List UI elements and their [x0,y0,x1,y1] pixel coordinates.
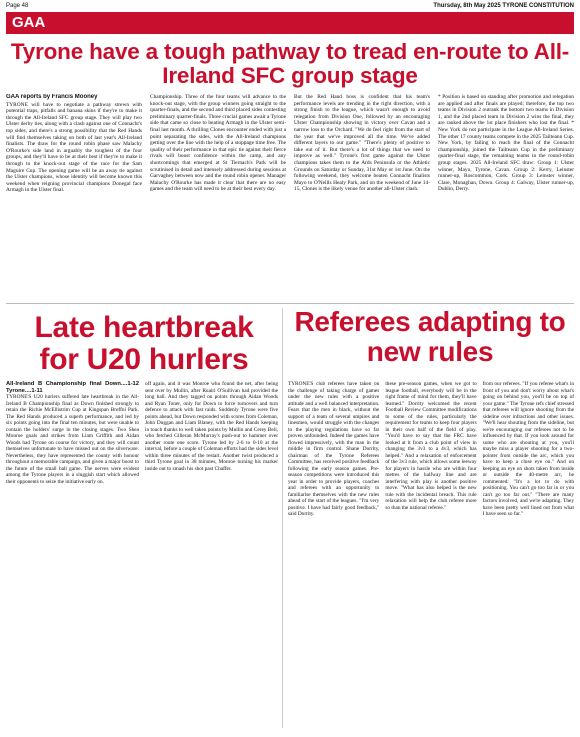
story3-column-2 [385,381,476,733]
story2-subhead: All-Ireland B Championship final Down....1-12 Tyrone....1-11 [6,381,139,394]
story1-text-4: * Position is based on standing after promotion and relegation are applied and after finals are played; therefore, the top two teams in Division 2 outrank the bottom two teams in Division 1, and the 2nd placed team in Division 2 wins the final, they are ranked above the 1st place finishers who lost the final. * New York do not participate in the League All-Ireland Series. The other 17 county teams compete in the 2025 Tailteann Cup. New York, by failing to reach the final of the Connacht championship, joined the Tailteann Cup in the preliminary quarter-final stage, the remaining teams in the round-robin group stages. 2025 All-Ireland SFC draw: Group 1: Ulster winner, Mayo, Tyrone, Cavan. Group 2: Kerry, Leinster runner-up, Roscommon, Cork. Group 3: Leinster winner, Clare, Monaghan, Down. Group 4: Galway, Ulster runner-up, Dublin, Derry. [438,94,574,193]
story3-text-3: from our referees. "If you referee what's in front of you and don't worry about what's going on behind you, you'll be on top of your game." The Tyrone refs chief stressed that referees will ignore shooting from the sideline over infractions and other issues. "We'll hear shouting from the sideline, but we're encouraging our referees not to be influenced by that. If you look around for some who are shouting at you, you'll maybe miss a player shooting for a two-pointer from outside the arc, which you have to keep a close eye on." And on keeping an eye on shots taken from inside or outside the 40-metre arc, he commented: "It's a lot to do with positioning. You can't go too far in or you can't go too far out." "There are many factors involved, and we're adapting. They have been pretty well lined out from what I have seen so far." [482,381,574,517]
story3-text-2: these pre-season games, when we got to league football, everybody will be in the right frame of mind for them, they'll have learned." Dorrity welcomed the recent Football Review Committee modifications to some of the rules, particularly the requirement for teams to keep four players in their own half of the field of play. "You'd have to say that the FRC have looked at it from a club point of view in changing the 3v3 to a 4v3, which has helped." And a relaxation of enforcement of the 3v3 rule, which allows some leeway for players in hassle who are within four metres of the halfway line and are interfering with play is another positive move. "What has also helped is the new rule with the incidental breach. This rule relaxation will help the club referee more so than the national referee." [385,381,477,511]
section-banner [6,12,574,34]
page-header [6,3,574,11]
story3-headline: Referees adapting to new rules [294,306,566,367]
page-number: Page 48 [6,3,29,9]
story1-column-1 [6,94,142,300]
story1-column-3 [294,94,430,300]
story1-text-1: TYRONE will have to negotiate a pathway strewn with potential traps, pitfalls and banana skins if they're to make it through the All-Ireland SFC group stage. They will play two Ulster derby ties, along with a clash against one of Connacht's top sides, and there's a strong possibility that the Red Hands will find themselves taking on both of last year's All-Ireland finalists. The draw for the round robin phase saw Malachy O'Rourke's side land in arguably the toughest of the four groups, and they'll have to be at their best if they're to make it through to the knock-out stage of the race for the Sam Maguire Cup. The opening game will be an away tie against the Ulster champions, whose identity will become known this weekend when reigning provincial champions Donegal face Armagh in the Ulster final. [6,101,142,194]
story3-column-1 [288,381,379,733]
story1-column-4 [438,94,574,300]
story3-column-3 [483,381,574,733]
story2-body [6,381,278,733]
story1-body [6,94,574,300]
vertical-divider [282,308,283,728]
story1-column-2 [150,94,286,300]
story2-text-1: TYRONE'S U20 hurlers suffered late heartbreak in the All-Ireland B Championship final as Down finished strongly to retain the Richie McEllistrim Cup at Kingspan Breffni Park. The Red Hands produced a superb performance, and led by six points going into the final ten minutes, but were unable to contain the holders' surge in the closing stages. Two Shea Monroe goals and strikes from Liam Griffith and Aidan Woods had Tyrone on course for victory, and they will count themselves unfortunate to have missed out on the silverware. Nevertheless, they have represented the county with honour throughout a memorable campaign, and given a major boost to the future of the small ball game. The nerves were evident among the Tyrone players in a sluggish start which allowed their opponents to seize the initiative early on. [6,394,139,485]
story2-column-2 [145,381,278,733]
story1-headline: Tyrone have a tough pathway to tread en-route to All-Ireland SFC group stage [10,39,570,88]
story2-headline: Late heartbreak for U20 hurlers [34,311,254,376]
story2-column-1 [6,381,139,733]
story1-text-2: Championship. Three of the four teams will advance to the knock-out stage, with the group winners going straight to the quarter-finals, and the second and third placed sides contesting preliminary quarter-finals. Three crucial games await a Tyrone side that came so close to beating Armagh in the Ulster semi-final last month. A thrilling Clones encounter ended with just a point separating the sides, with the All-Ireland champions getting over the line with the help of a stoppage time free. The quality of their performance in that epic tie against their fierce rivals will boost confidence within the camp, and any shortcomings that emerged at St Tiernach's Park will be scrutinised in detail and intensely addressed during sessions at Garvaghey between now and the round robin opener. Manager Malachy O'Rourke has made it clear that there are no easy games and the team will need to be at their best every day. [150,94,286,193]
story1-byline: GAA reports by Francis Mooney [6,94,98,100]
story3-body [288,381,574,733]
issue-date: Thursday, 8th May 2025 TYRONE CONSTITUTION [433,3,574,9]
story1-text-3: But the Red Hand boss is confident that his team's performance levels are trending in the right direction, with a strong finish to the league, which wasn't enough to avoid relegation from Division One, followed by an encouraging Ulster Championship showing in victory over Cavan and a narrow loss to the Orchard. "We do feel right from the start of the year that we've improved all the time. We've added different layers to our game." "There's plenty of positive to take out of it. But there's a lot of things that we need to improve as well." Tyrone's first game against the Ulster champions takes them to the Ards Peninsula or the Athletic Grounds on Saturday or Sunday, 31st May or 1st June. On the following weekend, they welcome beaten Connacht finalists Mayo to O'Neills Healy Park, and on the weekend of June 14-15, Clones is the likely venue for another all-Ulster clash. [294,94,430,193]
story2-text-2: off again, and it was Monroe who found the net, after being sent over by Mullin, after Ruairi O'Sullivan had provided the long ball. And they tagged on points through Aidan Woods and Ryan Toner, only for Down to force turnovers and turn defence to attack with fast raids. Suddenly Tyrone were five points ahead, but Down responded with scores from Coleman, John Duggan and Liam Blaney, with the Red Hands keeping in touch thanks to well taken points by Mullin and Cerey Bell, who fetched Gilleran McMurray's push-out to hammer over another route one score. Tyrone led by 2-6 to 0-10 at the interval, before a couple of Coleman efforts had the sides level within three minutes of the restart. Another twist produced a third Tyrone goal in 38 minutes, Monroe turning his marker inside out to smash his shot past Chaffer. [145,381,278,472]
horizontal-divider [6,303,574,304]
section-label: GAA [12,14,46,31]
story3-text-1: TYRONE'S club referees have taken on the challenge of taking charge of games under the new rules with a positive attitude and a well balanced interpretation. Fears that the men in black, without the support of a team of several umpires and linesmen, would struggle with the changes to the playing regulations have so far proven unfounded. Indeed the games have flowed impressively, with the man in the middle in firm control. Shane Dorrity, chairman of the Tyrone Referees Committee, has received positive feedback following the early season games. Pre-season competitions were introduced this year in order to provide players, coaches and referees with an opportunity to familiarise themselves with the new rules ahead of the start of the leagues. "I'm very positive. I have had fairly good feedback," said Dorrity. [288,381,380,517]
